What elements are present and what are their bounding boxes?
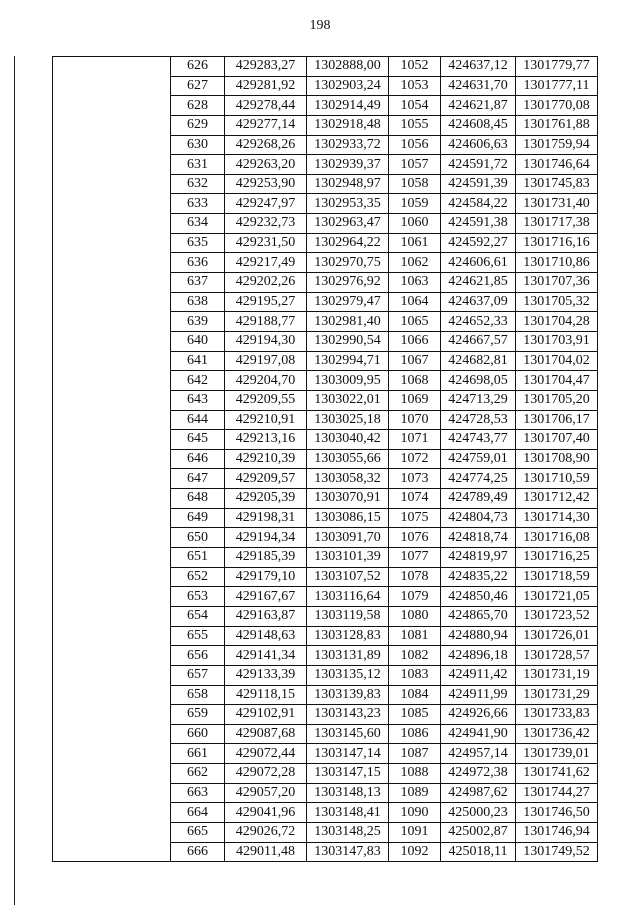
y-coordinate-b: 1301746,50 — [516, 803, 598, 823]
point-number-a: 641 — [171, 351, 225, 371]
x-coordinate-b: 424835,22 — [441, 567, 516, 587]
x-coordinate-a: 429041,96 — [225, 803, 307, 823]
y-coordinate-a: 1302953,35 — [307, 194, 389, 214]
x-coordinate-b: 424957,14 — [441, 744, 516, 764]
y-coordinate-b: 1301726,01 — [516, 626, 598, 646]
point-number-a: 632 — [171, 174, 225, 194]
x-coordinate-b: 424682,81 — [441, 351, 516, 371]
x-coordinate-b: 424667,57 — [441, 331, 516, 351]
x-coordinate-a: 429072,28 — [225, 764, 307, 784]
point-number-a: 645 — [171, 430, 225, 450]
x-coordinate-a: 429204,70 — [225, 371, 307, 391]
point-number-b: 1077 — [389, 548, 441, 568]
x-coordinate-a: 429217,49 — [225, 253, 307, 273]
x-coordinate-b: 424621,85 — [441, 273, 516, 293]
point-number-a: 661 — [171, 744, 225, 764]
y-coordinate-b: 1301777,11 — [516, 76, 598, 96]
x-coordinate-a: 429202,26 — [225, 273, 307, 293]
x-coordinate-a: 429197,08 — [225, 351, 307, 371]
x-coordinate-b: 424652,33 — [441, 312, 516, 332]
y-coordinate-a: 1302963,47 — [307, 214, 389, 234]
x-coordinate-b: 424584,22 — [441, 194, 516, 214]
left-margin-rule — [14, 56, 15, 905]
y-coordinate-a: 1302918,48 — [307, 115, 389, 135]
y-coordinate-b: 1301707,36 — [516, 273, 598, 293]
point-number-b: 1062 — [389, 253, 441, 273]
point-number-b: 1063 — [389, 273, 441, 293]
y-coordinate-a: 1303145,60 — [307, 724, 389, 744]
y-coordinate-a: 1303116,64 — [307, 587, 389, 607]
x-coordinate-b: 424774,25 — [441, 469, 516, 489]
x-coordinate-b: 424592,27 — [441, 233, 516, 253]
page-number: 198 — [309, 18, 331, 33]
x-coordinate-a: 429231,50 — [225, 233, 307, 253]
point-number-b: 1087 — [389, 744, 441, 764]
x-coordinate-a: 429185,39 — [225, 548, 307, 568]
x-coordinate-a: 429278,44 — [225, 96, 307, 116]
x-coordinate-b: 424637,09 — [441, 292, 516, 312]
y-coordinate-a: 1303091,70 — [307, 528, 389, 548]
y-coordinate-b: 1301716,08 — [516, 528, 598, 548]
y-coordinate-b: 1301710,59 — [516, 469, 598, 489]
point-number-b: 1052 — [389, 57, 441, 77]
y-coordinate-a: 1303128,83 — [307, 626, 389, 646]
x-coordinate-a: 429057,20 — [225, 783, 307, 803]
y-coordinate-a: 1303009,95 — [307, 371, 389, 391]
x-coordinate-b: 424608,45 — [441, 115, 516, 135]
y-coordinate-a: 1303147,15 — [307, 764, 389, 784]
x-coordinate-b: 425018,11 — [441, 842, 516, 862]
x-coordinate-a: 429141,34 — [225, 646, 307, 666]
x-coordinate-b: 424728,53 — [441, 410, 516, 430]
x-coordinate-a: 429194,30 — [225, 331, 307, 351]
y-coordinate-b: 1301749,52 — [516, 842, 598, 862]
y-coordinate-b: 1301705,32 — [516, 292, 598, 312]
x-coordinate-a: 429283,27 — [225, 57, 307, 77]
point-number-a: 626 — [171, 57, 225, 77]
x-coordinate-a: 429263,20 — [225, 155, 307, 175]
point-number-a: 663 — [171, 783, 225, 803]
y-coordinate-b: 1301731,40 — [516, 194, 598, 214]
y-coordinate-a: 1303143,23 — [307, 705, 389, 725]
x-coordinate-b: 424911,42 — [441, 665, 516, 685]
point-number-b: 1085 — [389, 705, 441, 725]
y-coordinate-b: 1301759,94 — [516, 135, 598, 155]
point-number-a: 644 — [171, 410, 225, 430]
point-number-a: 630 — [171, 135, 225, 155]
y-coordinate-b: 1301746,64 — [516, 155, 598, 175]
y-coordinate-b: 1301745,83 — [516, 174, 598, 194]
point-number-a: 635 — [171, 233, 225, 253]
y-coordinate-b: 1301744,27 — [516, 783, 598, 803]
y-coordinate-a: 1302903,24 — [307, 76, 389, 96]
x-coordinate-a: 429148,63 — [225, 626, 307, 646]
point-number-a: 662 — [171, 764, 225, 784]
point-number-b: 1086 — [389, 724, 441, 744]
y-coordinate-a: 1303135,12 — [307, 665, 389, 685]
point-number-b: 1090 — [389, 803, 441, 823]
point-number-a: 629 — [171, 115, 225, 135]
x-coordinate-a: 429087,68 — [225, 724, 307, 744]
point-number-b: 1054 — [389, 96, 441, 116]
y-coordinate-b: 1301708,90 — [516, 449, 598, 469]
table-row — [53, 57, 598, 77]
y-coordinate-b: 1301723,52 — [516, 606, 598, 626]
y-coordinate-a: 1302948,97 — [307, 174, 389, 194]
y-coordinate-a: 1303025,18 — [307, 410, 389, 430]
coordinates-table — [52, 56, 598, 862]
y-coordinate-b: 1301707,40 — [516, 430, 598, 450]
point-number-b: 1058 — [389, 174, 441, 194]
x-coordinate-a: 429133,39 — [225, 665, 307, 685]
point-number-b: 1073 — [389, 469, 441, 489]
y-coordinate-a: 1302933,72 — [307, 135, 389, 155]
y-coordinate-a: 1302990,54 — [307, 331, 389, 351]
point-number-a: 657 — [171, 665, 225, 685]
point-number-a: 631 — [171, 155, 225, 175]
x-coordinate-a: 429188,77 — [225, 312, 307, 332]
point-number-a: 628 — [171, 96, 225, 116]
y-coordinate-a: 1303131,89 — [307, 646, 389, 666]
point-number-a: 642 — [171, 371, 225, 391]
point-number-a: 658 — [171, 685, 225, 705]
point-number-b: 1057 — [389, 155, 441, 175]
y-coordinate-b: 1301703,91 — [516, 331, 598, 351]
point-number-a: 638 — [171, 292, 225, 312]
x-coordinate-a: 429213,16 — [225, 430, 307, 450]
point-number-a: 636 — [171, 253, 225, 273]
x-coordinate-b: 424637,12 — [441, 57, 516, 77]
point-number-a: 656 — [171, 646, 225, 666]
point-number-b: 1060 — [389, 214, 441, 234]
x-coordinate-a: 429011,48 — [225, 842, 307, 862]
y-coordinate-b: 1301741,62 — [516, 764, 598, 784]
x-coordinate-b: 424591,38 — [441, 214, 516, 234]
point-number-b: 1061 — [389, 233, 441, 253]
x-coordinate-a: 429210,91 — [225, 410, 307, 430]
point-number-a: 665 — [171, 822, 225, 842]
point-number-a: 655 — [171, 626, 225, 646]
x-coordinate-a: 429210,39 — [225, 449, 307, 469]
y-coordinate-b: 1301770,08 — [516, 96, 598, 116]
y-coordinate-b: 1301704,47 — [516, 371, 598, 391]
point-number-b: 1053 — [389, 76, 441, 96]
point-number-b: 1088 — [389, 764, 441, 784]
x-coordinate-a: 429268,26 — [225, 135, 307, 155]
y-coordinate-b: 1301704,28 — [516, 312, 598, 332]
point-number-b: 1078 — [389, 567, 441, 587]
y-coordinate-a: 1303055,66 — [307, 449, 389, 469]
point-number-a: 664 — [171, 803, 225, 823]
point-number-b: 1070 — [389, 410, 441, 430]
point-number-b: 1068 — [389, 371, 441, 391]
coordinates-table-body — [53, 57, 598, 862]
point-number-a: 660 — [171, 724, 225, 744]
y-coordinate-a: 1302976,92 — [307, 273, 389, 293]
point-number-b: 1072 — [389, 449, 441, 469]
x-coordinate-b: 424880,94 — [441, 626, 516, 646]
x-coordinate-b: 424759,01 — [441, 449, 516, 469]
x-coordinate-b: 424850,46 — [441, 587, 516, 607]
y-coordinate-b: 1301736,42 — [516, 724, 598, 744]
x-coordinate-a: 429194,34 — [225, 528, 307, 548]
point-number-a: 637 — [171, 273, 225, 293]
point-number-a: 633 — [171, 194, 225, 214]
point-number-a: 634 — [171, 214, 225, 234]
x-coordinate-a: 429277,14 — [225, 115, 307, 135]
x-coordinate-b: 424804,73 — [441, 508, 516, 528]
y-coordinate-a: 1302914,49 — [307, 96, 389, 116]
y-coordinate-b: 1301705,20 — [516, 390, 598, 410]
y-coordinate-b: 1301779,77 — [516, 57, 598, 77]
point-number-a: 653 — [171, 587, 225, 607]
point-number-b: 1055 — [389, 115, 441, 135]
y-coordinate-a: 1303148,13 — [307, 783, 389, 803]
y-coordinate-a: 1303058,32 — [307, 469, 389, 489]
y-coordinate-b: 1301716,16 — [516, 233, 598, 253]
y-coordinate-a: 1303147,83 — [307, 842, 389, 862]
y-coordinate-b: 1301712,42 — [516, 489, 598, 509]
x-coordinate-b: 424621,87 — [441, 96, 516, 116]
y-coordinate-a: 1302970,75 — [307, 253, 389, 273]
x-coordinate-b: 424743,77 — [441, 430, 516, 450]
point-number-a: 648 — [171, 489, 225, 509]
x-coordinate-a: 429281,92 — [225, 76, 307, 96]
y-coordinate-a: 1302939,37 — [307, 155, 389, 175]
point-number-b: 1091 — [389, 822, 441, 842]
x-coordinate-a: 429232,73 — [225, 214, 307, 234]
y-coordinate-b: 1301714,30 — [516, 508, 598, 528]
point-number-b: 1083 — [389, 665, 441, 685]
x-coordinate-b: 424713,29 — [441, 390, 516, 410]
x-coordinate-b: 424896,18 — [441, 646, 516, 666]
x-coordinate-b: 424911,99 — [441, 685, 516, 705]
y-coordinate-a: 1303086,15 — [307, 508, 389, 528]
x-coordinate-a: 429205,39 — [225, 489, 307, 509]
point-number-a: 654 — [171, 606, 225, 626]
y-coordinate-a: 1302964,22 — [307, 233, 389, 253]
y-coordinate-a: 1302888,00 — [307, 57, 389, 77]
x-coordinate-b: 425002,87 — [441, 822, 516, 842]
y-coordinate-a: 1303148,41 — [307, 803, 389, 823]
x-coordinate-b: 424818,74 — [441, 528, 516, 548]
y-coordinate-a: 1303101,39 — [307, 548, 389, 568]
y-coordinate-a: 1302981,40 — [307, 312, 389, 332]
x-coordinate-a: 429072,44 — [225, 744, 307, 764]
x-coordinate-a: 429198,31 — [225, 508, 307, 528]
x-coordinate-a: 429118,15 — [225, 685, 307, 705]
x-coordinate-b: 424819,97 — [441, 548, 516, 568]
point-number-a: 666 — [171, 842, 225, 862]
point-number-a: 639 — [171, 312, 225, 332]
y-coordinate-a: 1302979,47 — [307, 292, 389, 312]
point-number-b: 1071 — [389, 430, 441, 450]
y-coordinate-a: 1303147,14 — [307, 744, 389, 764]
x-coordinate-a: 429253,90 — [225, 174, 307, 194]
point-number-b: 1075 — [389, 508, 441, 528]
point-number-a: 627 — [171, 76, 225, 96]
y-coordinate-b: 1301706,17 — [516, 410, 598, 430]
x-coordinate-a: 429247,97 — [225, 194, 307, 214]
y-coordinate-b: 1301746,94 — [516, 822, 598, 842]
point-number-b: 1079 — [389, 587, 441, 607]
coordinates-table-container — [52, 56, 598, 862]
y-coordinate-b: 1301731,19 — [516, 665, 598, 685]
y-coordinate-a: 1303040,42 — [307, 430, 389, 450]
x-coordinate-b: 424591,72 — [441, 155, 516, 175]
point-number-b: 1056 — [389, 135, 441, 155]
x-coordinate-b: 424789,49 — [441, 489, 516, 509]
y-coordinate-b: 1301717,38 — [516, 214, 598, 234]
y-coordinate-a: 1303139,83 — [307, 685, 389, 705]
y-coordinate-a: 1303022,01 — [307, 390, 389, 410]
x-coordinate-b: 424987,62 — [441, 783, 516, 803]
x-coordinate-a: 429195,27 — [225, 292, 307, 312]
point-number-a: 640 — [171, 331, 225, 351]
y-coordinate-b: 1301728,57 — [516, 646, 598, 666]
x-coordinate-b: 424591,39 — [441, 174, 516, 194]
point-number-b: 1076 — [389, 528, 441, 548]
y-coordinate-a: 1303107,52 — [307, 567, 389, 587]
point-number-a: 643 — [171, 390, 225, 410]
point-number-b: 1064 — [389, 292, 441, 312]
y-coordinate-b: 1301733,83 — [516, 705, 598, 725]
x-coordinate-b: 424631,70 — [441, 76, 516, 96]
point-number-a: 650 — [171, 528, 225, 548]
point-number-a: 659 — [171, 705, 225, 725]
y-coordinate-b: 1301761,88 — [516, 115, 598, 135]
point-number-a: 649 — [171, 508, 225, 528]
point-number-b: 1065 — [389, 312, 441, 332]
point-number-b: 1066 — [389, 331, 441, 351]
y-coordinate-b: 1301721,05 — [516, 587, 598, 607]
x-coordinate-b: 424606,63 — [441, 135, 516, 155]
x-coordinate-a: 429209,57 — [225, 469, 307, 489]
y-coordinate-b: 1301718,59 — [516, 567, 598, 587]
x-coordinate-b: 424926,66 — [441, 705, 516, 725]
x-coordinate-a: 429179,10 — [225, 567, 307, 587]
x-coordinate-a: 429167,67 — [225, 587, 307, 607]
y-coordinate-b: 1301716,25 — [516, 548, 598, 568]
y-coordinate-b: 1301710,86 — [516, 253, 598, 273]
point-number-b: 1092 — [389, 842, 441, 862]
x-coordinate-b: 425000,23 — [441, 803, 516, 823]
point-number-b: 1084 — [389, 685, 441, 705]
blank-left-cell — [53, 57, 171, 862]
point-number-a: 652 — [171, 567, 225, 587]
point-number-b: 1089 — [389, 783, 441, 803]
y-coordinate-b: 1301731,29 — [516, 685, 598, 705]
point-number-a: 651 — [171, 548, 225, 568]
y-coordinate-a: 1302994,71 — [307, 351, 389, 371]
point-number-b: 1080 — [389, 606, 441, 626]
y-coordinate-a: 1303148,25 — [307, 822, 389, 842]
x-coordinate-a: 429209,55 — [225, 390, 307, 410]
x-coordinate-a: 429026,72 — [225, 822, 307, 842]
y-coordinate-a: 1303119,58 — [307, 606, 389, 626]
point-number-b: 1081 — [389, 626, 441, 646]
x-coordinate-b: 424606,61 — [441, 253, 516, 273]
point-number-a: 646 — [171, 449, 225, 469]
y-coordinate-a: 1303070,91 — [307, 489, 389, 509]
x-coordinate-b: 424972,38 — [441, 764, 516, 784]
x-coordinate-a: 429102,91 — [225, 705, 307, 725]
x-coordinate-b: 424698,05 — [441, 371, 516, 391]
point-number-b: 1059 — [389, 194, 441, 214]
point-number-b: 1074 — [389, 489, 441, 509]
point-number-b: 1067 — [389, 351, 441, 371]
point-number-a: 647 — [171, 469, 225, 489]
point-number-b: 1069 — [389, 390, 441, 410]
y-coordinate-b: 1301739,01 — [516, 744, 598, 764]
x-coordinate-b: 424865,70 — [441, 606, 516, 626]
x-coordinate-a: 429163,87 — [225, 606, 307, 626]
x-coordinate-b: 424941,90 — [441, 724, 516, 744]
point-number-b: 1082 — [389, 646, 441, 666]
y-coordinate-b: 1301704,02 — [516, 351, 598, 371]
